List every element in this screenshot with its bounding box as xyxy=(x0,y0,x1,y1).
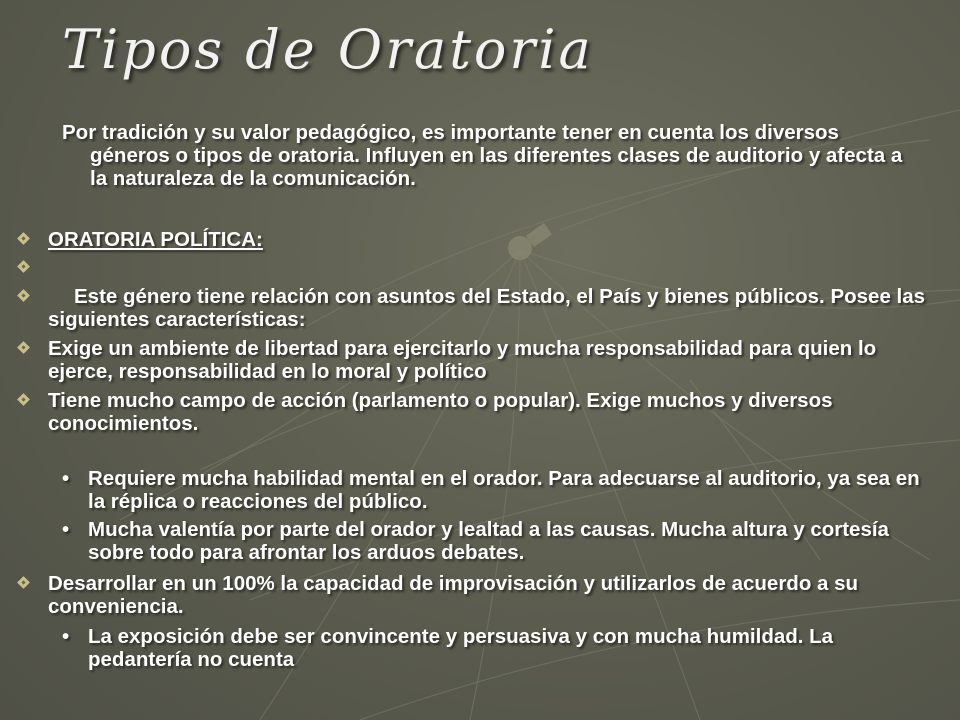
description-text: Este género tiene relación con asuntos del Estado, el País y bienes públicos. Posee las siguientes características: xyxy=(48,285,926,331)
bullet-description xyxy=(48,285,928,331)
bullet-heading xyxy=(48,228,928,251)
bullet-item-1 xyxy=(48,337,928,383)
slide-title: Tipos de Oratoria xyxy=(62,18,594,81)
dot-bullet-icon: • xyxy=(62,625,70,648)
intro-paragraph xyxy=(62,121,922,190)
dot-bullet-icon: • xyxy=(62,518,70,541)
intro-text: Por tradición y su valor pedagógico, es importante tener en cuenta los diversos géneros o tipos de oratoria. Influyen en las diferentes clases de auditorio y afecta a la naturaleza de la comunicación. xyxy=(62,121,903,190)
dot-bullet-icon: • xyxy=(62,467,70,490)
sub-bullet-2 xyxy=(62,518,938,564)
item-1-text: Exige un ambiente de libertad para ejercitarlo y mucha responsabilidad para quien lo ejerce, responsabilidad en lo moral y político xyxy=(48,337,877,383)
item-3-text: Desarrollar en un 100% la capacidad de improvisación y utilizarlos de acuerdo a su conveniencia. xyxy=(48,572,859,618)
sub-2-text: Mucha valentía por parte del orador y lealtad a las causas. Mucha altura y cortesía sobre todo para afrontar los arduos debates. xyxy=(88,518,889,564)
section-heading: ORATORIA POLÍTICA: xyxy=(48,228,263,251)
sub-1-text: Requiere mucha habilidad mental en el orador. Para adecuarse al auditorio, ya sea en la réplica o reacciones del público. xyxy=(88,467,920,513)
sub-bullet-1 xyxy=(62,467,938,513)
item-2-text: Tiene mucho campo de acción (parlamento o popular). Exige muchos y diversos conocimientos. xyxy=(48,389,833,435)
bullet-item-2 xyxy=(48,389,928,435)
sub-3-text: La exposición debe ser convincente y persuasiva y con mucha humildad. La pedantería no cuenta xyxy=(88,625,834,671)
sub-bullet-3 xyxy=(62,625,848,671)
bullet-item-3 xyxy=(48,572,888,618)
